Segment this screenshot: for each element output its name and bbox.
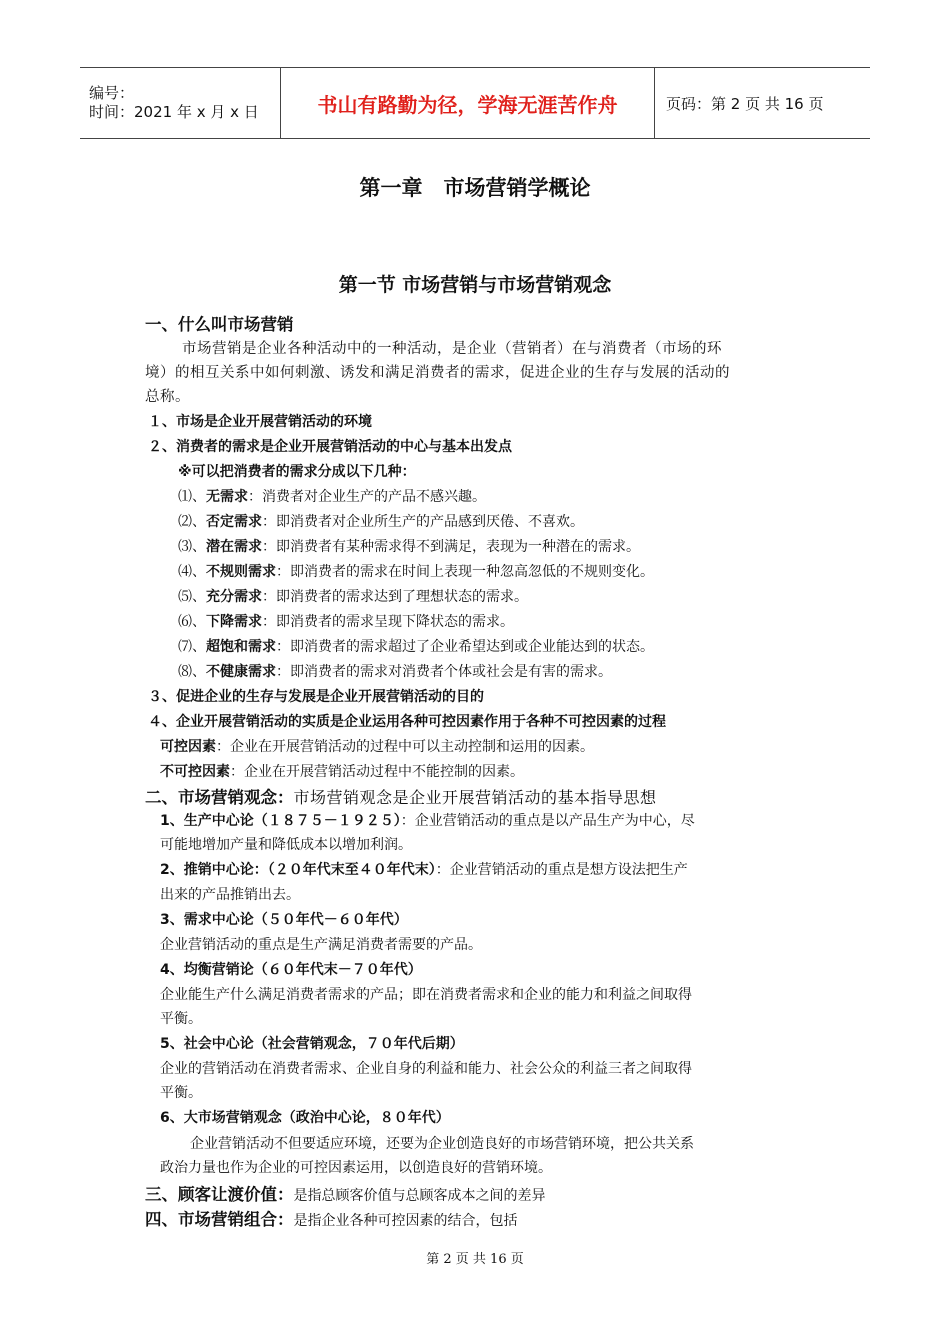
part1-item1: １、市场是企业开展营销活动的环境 [148,414,372,430]
concept-2: 2、推销中心论：（２０年代末至４０年代末）：企业营销活动的重点是想方设法把生产 [160,862,688,878]
chapter-title: 第一章 市场营销学概论 [359,176,591,200]
part1-paragraph-line1: 市场营销是企业各种活动中的一种活动，是企业（营销者）在与消费者（市场的环 [182,341,722,357]
part1-item4: ４、企业开展营销活动的实质是企业运用各种可控因素作用于各种不可控因素的过程 [148,714,666,730]
demand-item: ⑵、否定需求：即消费者对企业所生产的产品感到厌倦、不喜欢。 [178,514,584,530]
demand-item: ⑻、不健康需求：即消费者的需求对消费者个体或社会是有害的需求。 [178,664,612,680]
uncontrollable-factors: 不可控因素：企业在开展营销活动过程中不能控制的因素。 [160,764,524,780]
part1-item2: ２、消费者的需求是企业开展营销活动的中心与基本出发点 [148,439,512,455]
doc-date: 时间：2021 年 x 月 x 日 [89,103,259,121]
page-header [80,67,870,139]
doc-number-label: 编号： [89,84,135,102]
header-meta [80,68,281,138]
concept-4-desc-line2: 平衡。 [160,1011,202,1027]
demand-types-note: ※可以把消费者的需求分成以下几种： [178,464,416,480]
concept-3-desc: 企业营销活动的重点是生产满足消费者需要的产品。 [160,937,482,953]
part1-heading: 一、什么叫市场营销 [145,315,294,334]
concept-1: 1、生产中心论（１８７５－１９２５）：企业营销活动的重点是以产品生产为中心，尽 [160,813,695,829]
concept-6-title: 6、大市场营销观念（政治中心论，８０年代） [160,1110,450,1126]
part1-paragraph-line2: 境）的相互关系中如何刺激、诱发和满足消费者的需求，促进企业的生存与发展的活动的 [145,365,730,381]
demand-item: ⑺、超饱和需求：即消费者的需求超过了企业希望达到或企业能达到的状态。 [178,639,654,655]
part4-line [145,1206,518,1230]
demand-item: ⑶、潜在需求：即消费者有某种需求得不到满足，表现为一种潜在的需求。 [178,539,640,555]
concept-6-desc-line1: 企业营销活动不但要适应环境，还要为企业创造良好的市场营销环境，把公共关系 [190,1136,694,1152]
concept-4-desc-line1: 企业能生产什么满足消费者需求的产品；即在消费者需求和企业的能力和利益之间取得 [160,987,692,1003]
concept-5-desc-line2: 平衡。 [160,1085,202,1101]
demand-item: ⑴、无需求：消费者对企业生产的产品不感兴趣。 [178,489,486,505]
concept-6-desc-line2: 政治力量也作为企业的可控因素运用，以创造良好的营销环境。 [160,1160,552,1176]
section-title: 第一节 市场营销与市场营销观念 [338,274,612,296]
part4-desc: 是指企业各种可控因素的结合，包括 [293,1213,518,1229]
page-footer: 第 2 页 共 16 页 [426,1252,524,1267]
demand-item: ⑷、不规则需求：即消费者的需求在时间上表现一种忽高忽低的不规则变化。 [178,564,654,580]
part3-line [145,1181,546,1205]
demand-item: ⑹、下降需求：即消费者的需求呈现下降状态的需求。 [178,614,514,630]
part2-heading: 二、市场营销观念： [145,788,294,807]
header-motto: 书山有路勤为径，学海无涯苦作舟 [281,68,655,138]
controllable-factors: 可控因素：企业在开展营销活动的过程中可以主动控制和运用的因素。 [160,739,594,755]
part2-heading-desc: 市场营销观念是企业开展营销活动的基本指导思想 [293,788,657,807]
part1-item3: ３、促进企业的生存与发展是企业开展营销活动的目的 [148,689,484,705]
part3-desc: 是指总顾客价值与总顾客成本之间的差异 [293,1188,546,1204]
part2-heading-line [145,784,657,808]
demand-item: ⑸、充分需求：即消费者的需求达到了理想状态的需求。 [178,589,528,605]
concept-5-title: 5、社会中心论（社会营销观念，７０年代后期） [160,1036,464,1052]
part3-heading: 三、顾客让渡价值： [145,1185,294,1204]
header-page-info: 页码：第 2 页 共 16 页 [666,94,824,113]
part1-paragraph-line3: 总称。 [145,389,190,405]
concept-4-title: 4、均衡营销论（６０年代末－７０年代） [160,962,422,978]
concept-3-title: 3、需求中心论（５０年代－６０年代） [160,912,408,928]
concept-1-line2: 可能地增加产量和降低成本以增加利润。 [160,837,412,853]
concept-2-line2: 出来的产品推销出去。 [160,887,300,903]
concept-5-desc-line1: 企业的营销活动在消费者需求、企业自身的利益和能力、社会公众的利益三者之间取得 [160,1061,692,1077]
part4-heading: 四、市场营销组合： [145,1210,294,1229]
